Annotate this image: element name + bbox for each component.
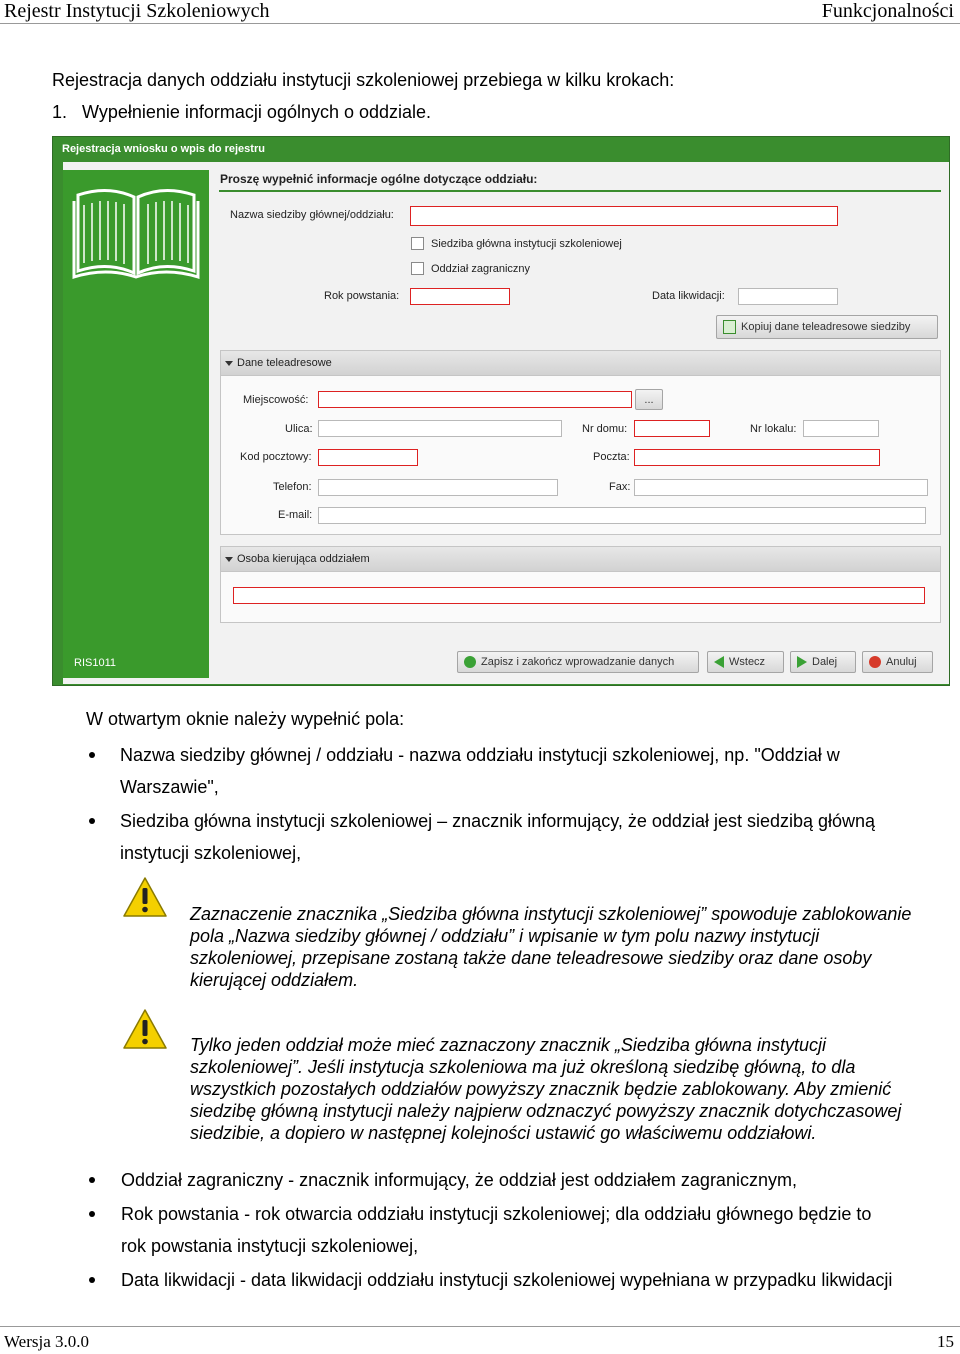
arrow-right-icon [797,656,807,668]
email-input[interactable] [318,507,926,524]
main-office-checkbox[interactable] [411,237,424,250]
foreign-branch-checkbox[interactable] [411,262,424,275]
liquidation-input[interactable] [738,288,838,305]
header-divider [0,23,960,24]
flat-number-label: Nr lokalu: [750,423,797,435]
email-label: E-mail: [278,509,313,521]
street-input[interactable] [318,420,562,437]
post-office-input[interactable] [634,449,880,466]
warning-2-line: Tylko jeden oddział może mieć zaznaczony znacznik „Siedziba główna instytucji [190,1035,826,1055]
contact-section-header[interactable] [221,351,940,376]
manager-section-header[interactable] [221,547,940,572]
next-label: Dalej [812,656,838,668]
year-input[interactable] [410,288,510,305]
save-finish-button[interactable] [457,651,699,673]
next-button[interactable] [790,651,856,673]
copy-icon [723,320,736,334]
copy-address-label: Kopiuj dane teleadresowe siedziby [741,321,911,333]
fill-intro: W otwartym oknie należy wypełnić pola: [86,709,405,729]
save-finish-label: Zapisz i zakończ wprowadzanie danych [481,656,675,668]
warning-1-line: kierującej oddziałem. [190,970,359,990]
name-label: Nazwa siedziby głównej/oddziału: [230,209,394,221]
warning-1-line: szkoleniowej, przepisane zostaną także dane teleadresowe siedziby oraz dane osoby [190,948,872,968]
header-section: Funkcjonalności [821,0,954,22]
bullet-name-line2: Warszawie", [120,777,219,797]
step-1: 1. Wypełnienie informacji ogólnych o oddziale. [52,102,432,122]
collapse-triangle-icon [225,361,233,366]
postcode-input[interactable] [318,449,418,466]
cancel-label: Anuluj [886,656,917,668]
foreign-branch-label: Oddział zagraniczny [431,263,531,275]
collapse-triangle-icon [225,557,233,562]
fax-label: Fax: [609,481,631,493]
bullet-year-line2: rok powstania instytucji szkoleniowej, [121,1236,419,1256]
warning-icon [122,1008,168,1050]
window-title: Rejestracja wniosku o wpis do rejestru [62,143,265,155]
contact-section-title: Dane teleadresowe [237,357,332,369]
copy-address-button[interactable] [716,315,938,339]
warning-1-line: pola „Nazwa siedziby głównej / oddziału” i wpisanie w tym polu nazwy instytucji [190,926,820,946]
bullet-dot [89,1177,95,1183]
manager-section-title: Osoba kierująca oddziałem [237,553,370,565]
bullet-dot [89,752,95,758]
manager-section [220,546,941,623]
house-number-input[interactable] [634,420,710,437]
year-label: Rok powstania: [324,290,400,302]
flat-number-input[interactable] [803,420,879,437]
house-number-label: Nr domu: [582,423,628,435]
street-label: Ulica: [285,423,313,435]
back-button[interactable] [707,651,784,673]
cancel-button[interactable] [862,651,933,673]
bullet-dot [89,1211,95,1217]
warning-2-line: wszystkich pozostałych oddziałów powyższy znacznik będzie zablokowany. Aby zmienić [190,1079,892,1099]
form-heading-rule [219,190,941,192]
warning-note-1 [190,903,911,991]
check-icon [464,656,476,668]
header-title: Rejestr Instytucji Szkoleniowych [4,0,270,22]
liquidation-label: Data likwidacji: [652,290,725,302]
arrow-left-icon [714,656,724,668]
warning-icon [122,876,168,918]
bullet-dot [89,818,95,824]
bullet-liquidation: Data likwidacji - data likwidacji oddziału instytucji szkoleniowej wypełniana w przypadku likwidacji [121,1270,893,1290]
footer-version: Wersja 3.0.0 [4,1332,90,1351]
page-number: 15 [937,1332,954,1351]
warning-note-2 [190,1034,901,1144]
cancel-icon [869,656,881,668]
warning-2-line: szkoleniowej”. Jeśli instytucja szkoleniowa ma już określoną siedzibę główną, to dla [190,1057,856,1077]
form-heading: Proszę wypełnić informacje ogólne dotyczące oddziału: [220,172,538,186]
bullet-main-office-line2: instytucji szkoleniowej, [120,843,302,863]
book-icon [72,183,200,279]
phone-input[interactable] [318,479,558,496]
bullet-year-line1: Rok powstania - rok otwarcia oddziału instytucji szkoleniowej; dla oddziału głównego będzie to [121,1204,872,1224]
phone-label: Telefon: [273,481,312,493]
bullet-main-office-line1: Siedziba główna instytucji szkoleniowej – znacznik informujący, że oddział jest siedzibą główną [120,811,876,831]
manager-input[interactable] [233,587,925,604]
fax-input[interactable] [634,479,928,496]
footer-divider [0,1326,960,1327]
city-browse-button[interactable]: ... [635,389,663,410]
city-input[interactable] [318,391,632,408]
back-label: Wstecz [729,656,766,668]
bullet-dot [89,1277,95,1283]
postcode-label: Kod pocztowy: [240,451,312,463]
screen-id: RIS1011 [74,657,116,669]
post-office-label: Poczta: [593,451,630,463]
main-office-label: Siedziba główna instytucji szkoleniowej [431,238,622,250]
city-label: Miejscowość: [243,394,309,406]
bullet-name-line1: Nazwa siedziby głównej / oddziału - nazwa oddziału instytucji szkoleniowej, np. "Oddział w [120,745,840,765]
warning-2-line: siedzibie, a dopiero w następnej kolejności ustawić go właściwemu oddziałowi. [190,1123,817,1143]
warning-1-line: Zaznaczenie znacznika „Siedziba główna instytucji szkoleniowej” spowoduje zablokowanie [190,904,912,924]
warning-2-line: siedzibę główną instytucji należy najpierw odznaczyć powyższy znacznik dotychczasowej [190,1101,902,1121]
name-input[interactable] [410,206,838,226]
intro-line: Rejestracja danych oddziału instytucji szkoleniowej przebiega w kilku krokach: [52,70,675,90]
bullet-foreign: Oddział zagraniczny - znacznik informujący, że oddział jest oddziałem zagranicznym, [121,1170,797,1190]
